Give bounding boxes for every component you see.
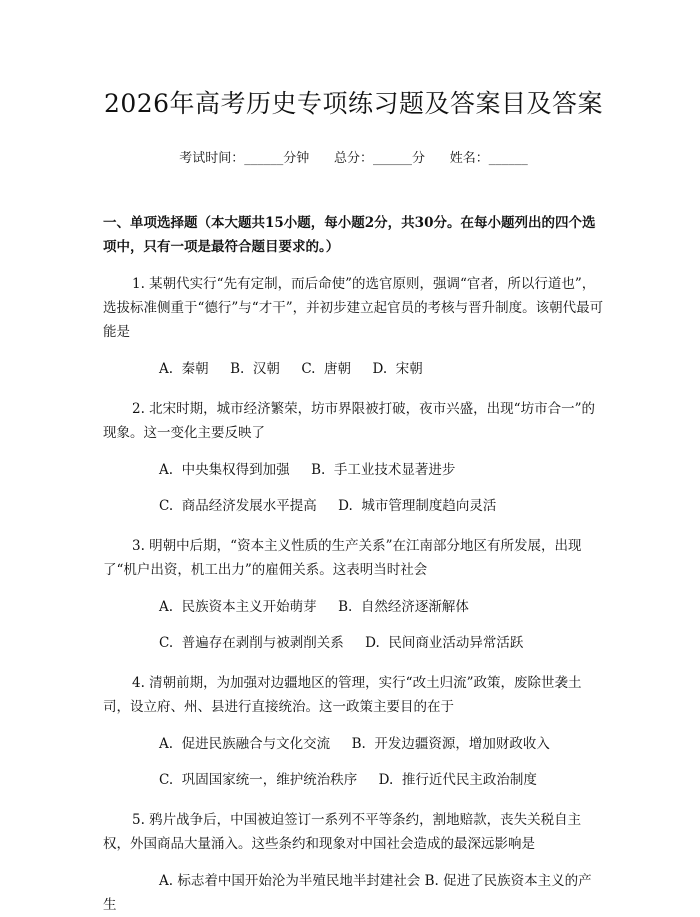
question-4-options-row-2: C. 巩固国家统一，维护统治秩序 D. 推行近代民主政治制度 [159, 772, 537, 788]
question-2-options-row-1: A. 中央集权得到加强 B. 手工业技术显著进步 [159, 462, 456, 478]
question-5-options: A. 标志着中国开始沦为半殖民地半封建社会 B. 促进了民族资本主义的产生 [103, 873, 592, 913]
question-1-stem: 1. 某朝代实行“先有定制，而后命使”的选官原则，强调“官者，所以行道也”，选拔标准侧重于“德行”与“才干”，并初步建立起官员的考核与晋升制度。该朝代最可能是 [103, 276, 604, 340]
question-4-options-row-1: A. 促进民族融合与文化交流 B. 开发边疆资源，增加财政收入 [159, 736, 550, 752]
question-3-stem: 3. 明朝中后期，“资本主义性质的生产关系”在江南部分地区有所发展，出现了“机户出资，机工出力”的雇佣关系。这表明当时社会 [103, 538, 582, 578]
question-2-options-row-2: C. 商品经济发展水平提高 D. 城市管理制度趋向灵活 [159, 498, 497, 514]
question-4-stem: 4. 清朝前期，为加强对边疆地区的管理，实行“改土归流”政策，废除世袭土司，设立府、州、县进行直接统治。这一政策主要目的在于 [103, 675, 582, 715]
page-title: 2026年高考历史专项练习题及答案目及答案 [103, 89, 604, 118]
question-3-options-row-2: C. 普遍存在剥削与被剥削关系 D. 民间商业活动异常活跃 [159, 635, 524, 651]
question-3-options-row-1: A. 民族资本主义开始萌芽 B. 自然经济逐渐解体 [159, 599, 469, 615]
question-5-stem: 5. 鸦片战争后，中国被迫签订一系列不平等条约，割地赔款，丧失关税自主权，外国商品大量涌入。这些条约和现象对中国社会造成的最深远影响是 [103, 812, 582, 852]
exam-info-line: 考试时间：______分钟 总分：______分 姓名：______ [179, 151, 528, 166]
question-2-stem: 2. 北宋时期，城市经济繁荣，坊市界限被打破，夜市兴盛，出现“坊市合一”的现象。这一变化主要反映了 [103, 401, 595, 441]
question-1-options: A. 秦朝 B. 汉朝 C. 唐朝 D. 宋朝 [159, 361, 423, 377]
section-heading: 一、单项选择题（本大题共15小题，每小题2分，共30分。在每小题列出的四个选项中，只有一项是最符合题目要求的。） [103, 215, 596, 255]
